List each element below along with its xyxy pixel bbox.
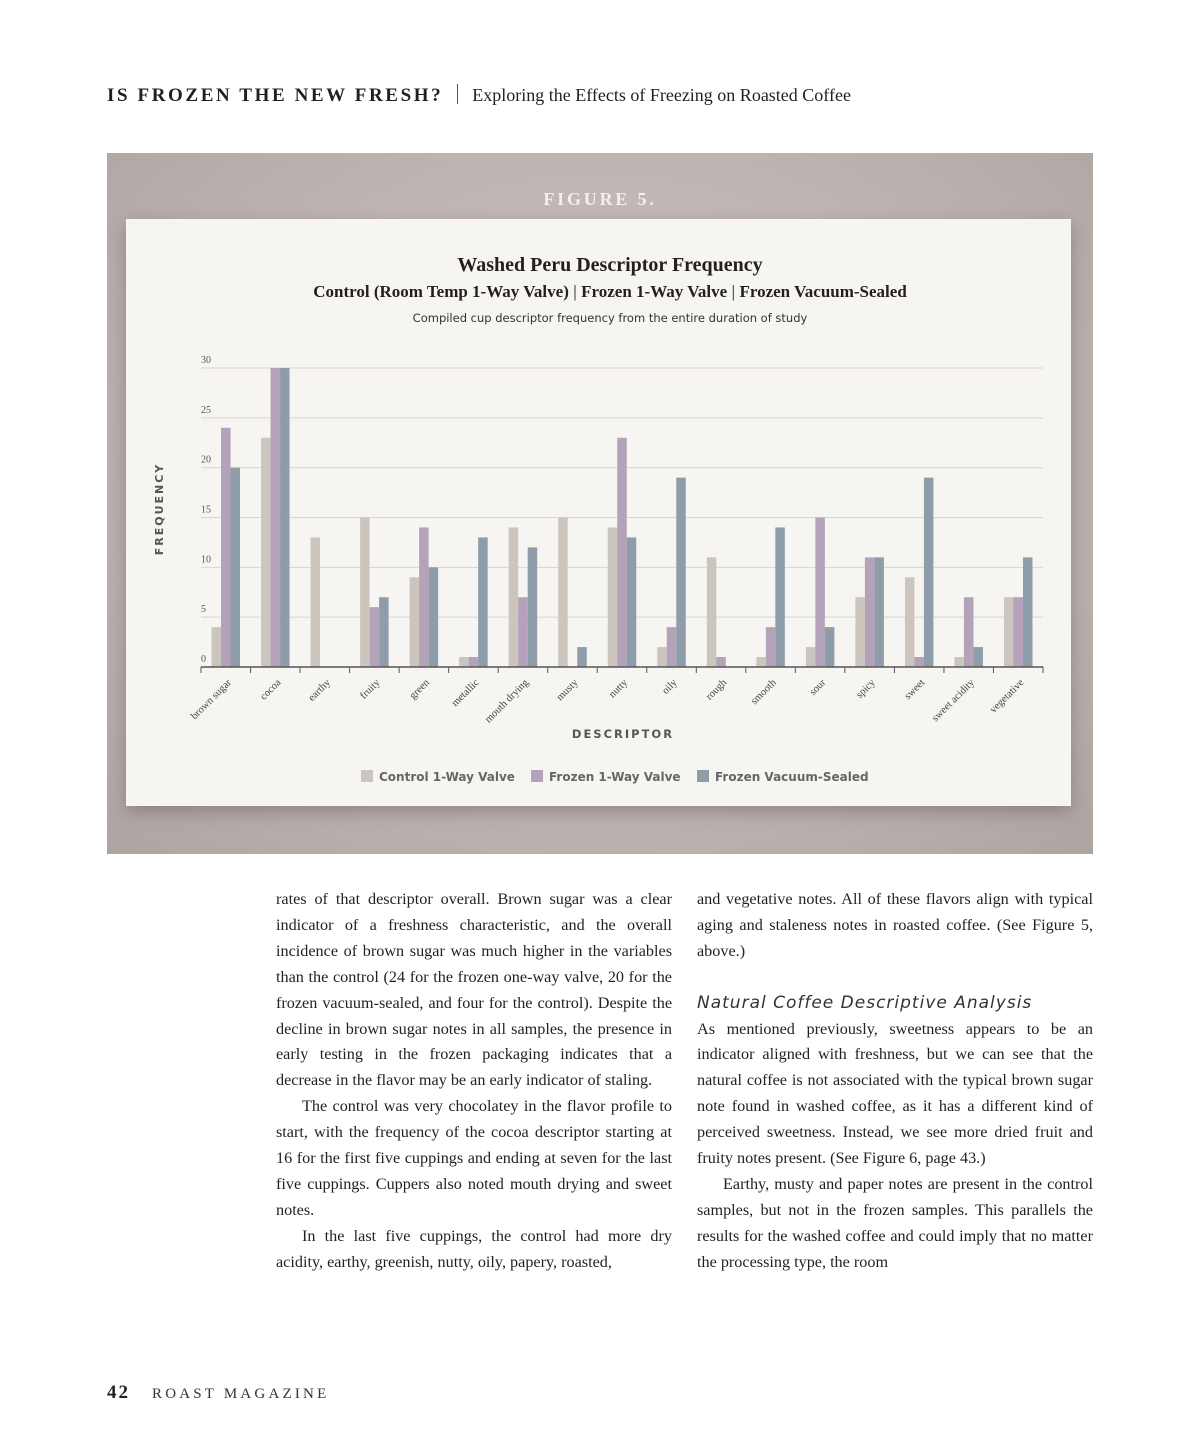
page-footer	[107, 1382, 329, 1404]
x-tick-label: smooth	[749, 677, 779, 707]
paragraph: Earthy, musty and paper notes are present in the control samples, but not in the frozen samples. This parallels the results for the washed coffee and could imply that no matter the processing type, the room	[697, 1174, 1093, 1271]
bar	[459, 657, 469, 667]
bar	[231, 468, 241, 667]
bar	[874, 557, 884, 667]
x-tick-label: brown sugar	[189, 677, 234, 723]
x-tick-label: spicy	[854, 677, 878, 701]
x-tick-label: vegetative	[988, 677, 1027, 716]
x-tick-label: rough	[704, 677, 730, 703]
chart-subtitle-part: Frozen Vacuum-Sealed	[739, 282, 907, 301]
bar	[775, 527, 785, 667]
paragraph: In the last five cuppings, the control had more dry acidity, earthy, greenish, nutty, oily, papery, roasted,	[276, 1226, 672, 1271]
bar	[855, 597, 865, 667]
running-head	[107, 84, 1097, 110]
bar	[577, 647, 587, 667]
bar	[311, 537, 321, 667]
article-subtitle: Exploring the Effects of Freezing on Roasted Coffee	[472, 85, 851, 105]
y-tick-label: 5	[201, 604, 206, 616]
x-tick-label: green	[407, 677, 433, 702]
bar	[360, 518, 370, 668]
bar	[221, 428, 231, 667]
chart-subtitle	[313, 282, 907, 301]
bar	[676, 478, 686, 667]
x-axis	[189, 667, 1043, 725]
page-number: 42	[107, 1382, 130, 1403]
bar	[924, 478, 934, 667]
bar	[379, 597, 389, 667]
bar	[815, 518, 825, 668]
bar	[964, 597, 974, 667]
x-tick-label: cocoa	[258, 677, 284, 703]
chart-subtitle-part: Control (Room Temp 1-Way Valve)	[313, 282, 569, 301]
bar	[261, 438, 271, 667]
section-heading: Natural Coffee Descriptive Analysis	[697, 992, 1033, 1013]
y-tick-label: 0	[201, 654, 206, 665]
bar	[825, 627, 835, 667]
chart-card	[126, 219, 1071, 806]
bar	[509, 527, 519, 667]
y-tick-label: 10	[201, 554, 211, 566]
bar	[478, 537, 488, 667]
magazine-name: ROAST MAGAZINE	[152, 1386, 330, 1402]
paragraph: As mentioned previously, sweetness appears to be an indicator aligned with freshness, but we can see that the natural coffee is not associated with the typical brown sugar note found in washed coffee, as it has a different kind of perceived sweetness. Instead, we see more dried fruit and fruity notes present. (See Figure 6, page 43.)	[697, 1019, 1093, 1168]
bar-chart	[126, 219, 1071, 806]
bar	[271, 368, 281, 667]
bar	[627, 537, 637, 667]
legend-label: Frozen Vacuum-Sealed	[715, 770, 869, 784]
x-tick-label: fruity	[358, 677, 383, 702]
legend-label: Frozen 1-Way Valve	[549, 770, 681, 784]
bar	[707, 557, 717, 667]
x-axis-label: DESCRIPTOR	[571, 727, 675, 741]
x-tick-label: sweet	[902, 677, 928, 703]
bar	[617, 438, 627, 667]
bar	[410, 577, 420, 667]
legend-swatch	[697, 770, 709, 782]
bar	[370, 607, 380, 667]
chart-caption: Compiled cup descriptor frequency from the entire duration of study	[412, 311, 808, 325]
y-tick-label: 15	[201, 504, 211, 516]
bar	[905, 577, 915, 667]
y-axis-label: FREQUENCY	[153, 462, 166, 556]
bar	[558, 518, 568, 668]
figure-panel	[107, 153, 1093, 854]
paragraph: rates of that descriptor overall. Brown sugar was a clear indicator of a freshness characteristic, and the overall incidence of brown sugar was much higher in the variables than the control (24 for the frozen one-way valve, 20 for the frozen vacuum-sealed, and four for the control). Despite the decline in brown sugar notes in all samples, the presence in early testing in the frozen packaging indicates that a decrease in the flavor may be an early indicator of staling.	[276, 890, 672, 1090]
bar	[667, 627, 677, 667]
x-tick-label: oily	[660, 677, 680, 697]
bar	[518, 597, 528, 667]
bar	[973, 647, 983, 667]
x-tick-label: sour	[807, 677, 829, 698]
legend-swatch	[531, 770, 543, 782]
bar	[469, 657, 479, 667]
legend-label: Control 1-Way Valve	[379, 770, 515, 784]
body-column-right	[697, 887, 1093, 1276]
chart-subtitle-part: Frozen 1-Way Valve	[581, 282, 728, 301]
x-tick-label: metallic	[449, 677, 482, 710]
chart-subtitle-divider: |	[727, 282, 740, 301]
bar	[528, 547, 538, 667]
bar	[608, 527, 618, 667]
bar	[954, 657, 964, 667]
paragraph: The control was very chocolatey in the flavor profile to start, with the frequency of the cocoa descriptor starting at 16 for the first five cuppings and ending at seven for the last five cuppings. Cuppers also noted mouth drying and sweet notes.	[276, 1097, 672, 1219]
bar	[1013, 597, 1023, 667]
bar	[212, 627, 222, 667]
x-tick-label: sweet acidity	[930, 677, 977, 725]
body-column-left	[276, 887, 672, 1276]
x-tick-label: musty	[554, 677, 581, 704]
legend-swatch	[361, 770, 373, 782]
bar	[280, 368, 290, 667]
y-tick-label: 25	[201, 404, 211, 416]
bar	[716, 657, 726, 667]
paragraph: and vegetative notes. All of these flavors align with typical aging and staleness notes in roasted coffee. (See Figure 5, above.)	[697, 890, 1093, 960]
bar	[1004, 597, 1014, 667]
bar	[429, 567, 439, 667]
bar	[766, 627, 776, 667]
header-divider	[457, 84, 458, 104]
bar	[657, 647, 667, 667]
chart-subtitle-divider: |	[568, 282, 582, 301]
bar	[865, 557, 875, 667]
y-tick-label: 30	[201, 355, 211, 366]
article-title: IS FROZEN THE NEW FRESH?	[107, 85, 444, 106]
legend	[361, 770, 869, 784]
x-tick-label: mouth drying	[483, 677, 532, 726]
y-tick-label: 20	[201, 454, 211, 466]
bar	[419, 527, 429, 667]
x-tick-label: nutty	[607, 677, 631, 701]
chart-title: Washed Peru Descriptor Frequency	[457, 254, 763, 276]
bar	[914, 657, 924, 667]
figure-label: FIGURE 5.	[543, 189, 657, 209]
x-tick-label: earthy	[306, 677, 333, 704]
bar	[1023, 557, 1033, 667]
bar	[756, 657, 766, 667]
bar	[806, 647, 816, 667]
